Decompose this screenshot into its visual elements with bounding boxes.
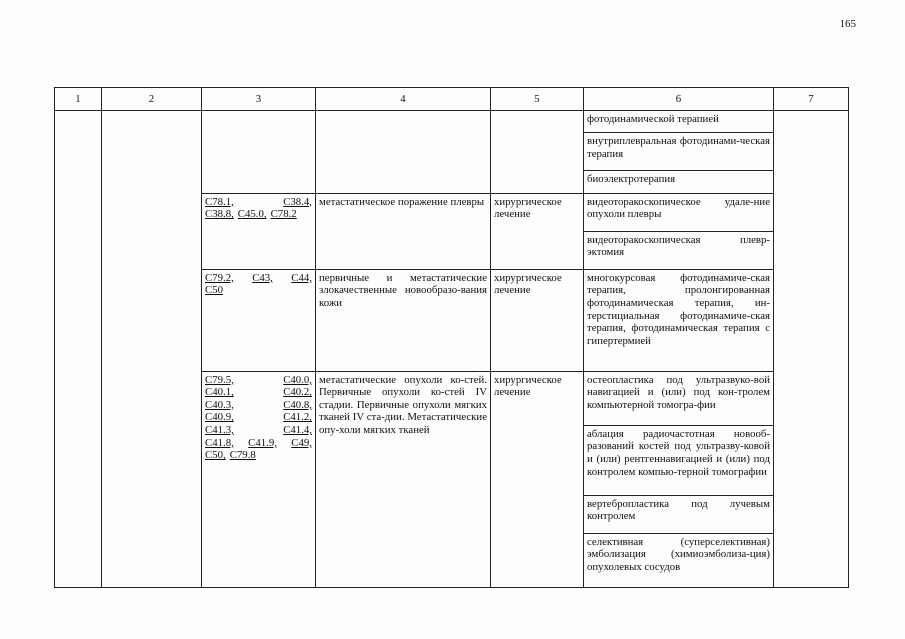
- codes-line: [205, 424, 312, 437]
- icd-code: С44,: [291, 271, 312, 284]
- codes-line: [205, 272, 312, 285]
- codes-line: [205, 386, 312, 399]
- icd-code: С38.8,: [205, 208, 234, 221]
- method-cell: видеоторакоскопическая плевр-эктомия: [584, 231, 774, 269]
- icd-code: С41.2,: [283, 411, 312, 424]
- codes-cell: [202, 111, 316, 194]
- icd-code: С50,: [205, 449, 226, 462]
- condition-cell: [316, 111, 491, 194]
- codes-cell: [202, 193, 316, 269]
- column-header: 3: [202, 88, 316, 111]
- codes-cell: [202, 371, 316, 587]
- treatment-cell: [491, 111, 584, 194]
- column-header: 7: [774, 88, 849, 111]
- column-header: 4: [316, 88, 491, 111]
- icd-code: С43,: [252, 271, 273, 284]
- condition-cell: метастатические опухоли ко-стей. Первичные опухоли ко-стей IV стадии. Первичные опухоли мягких тканей IV ста-дии. Метастатические опу-холи мягких тканей: [316, 371, 491, 587]
- icd-code: С40.3,: [205, 398, 234, 411]
- codes-line: [205, 437, 312, 450]
- icd-code: С41.4,: [283, 424, 312, 437]
- icd-code: С79.2,: [205, 271, 234, 284]
- codes-line: [205, 399, 312, 412]
- icd-code: С40.0,: [283, 373, 312, 386]
- method-cell: биоэлектротерапия: [584, 171, 774, 193]
- icd-code: С79.5,: [205, 373, 234, 386]
- method-cell: вертебропластика под лучевым контролем: [584, 495, 774, 533]
- column-header: 1: [55, 88, 102, 111]
- icd-code: С40.1,: [205, 386, 234, 399]
- page-number: 165: [839, 18, 856, 30]
- codes-cell: [202, 269, 316, 371]
- condition-cell: первичные и метастатические злокачественные новообразо-вания кожи: [316, 269, 491, 371]
- method-cell: фотодинамической терапией: [584, 111, 774, 133]
- treatment-cell: хирургическое лечение: [491, 371, 584, 587]
- column-number-row: [55, 88, 849, 111]
- codes-line: [205, 411, 312, 424]
- method-cell: остеопластика под ультразвуко-вой навигацией и (или) под кон-тролем компьютерной томогра-фии: [584, 371, 774, 425]
- icd-code: С40.8,: [283, 398, 312, 411]
- icd-code: С45.0,: [237, 208, 267, 221]
- codes-line: [205, 284, 312, 297]
- method-cell: многокурсовая фотодинамиче-ская терапия, пролонгированная фотодинамическая терапия, ин-терстициальная фотодинамиче-ская терапия, фотодинамическая терапия с гипертермией: [584, 269, 774, 371]
- table-row: [55, 111, 849, 133]
- codes-line: [205, 374, 312, 387]
- column-header: 5: [491, 88, 584, 111]
- icd-code: С38.4,: [283, 195, 312, 208]
- method-cell: селективная (суперселективная) эмболизация (химиоэмболиза-ция) опухолевых сосудов: [584, 533, 774, 587]
- treatment-cell: хирургическое лечение: [491, 193, 584, 269]
- icd-code: С41.8,: [205, 436, 234, 449]
- column-header: 6: [584, 88, 774, 111]
- method-cell: аблация радиочастотная новооб-разований костей под ультразву-ковой и (или) рентгеннавигацией и (или) под контролем компью-терной томографии: [584, 425, 774, 495]
- icd-code: С40.9,: [205, 411, 234, 424]
- method-cell: внутриплевральная фотодинами-ческая терапия: [584, 133, 774, 171]
- treatment-cell: хирургическое лечение: [491, 269, 584, 371]
- icd-code: С41.3,: [205, 424, 234, 437]
- column-header: 2: [102, 88, 202, 111]
- method-cell: видеоторакоскопическое удале-ние опухоли плевры: [584, 193, 774, 231]
- icd-code: С40.2,: [283, 386, 312, 399]
- condition-cell: метастатическое поражение плевры: [316, 193, 491, 269]
- icd-code: С50: [205, 284, 223, 297]
- icd-code: С79.8: [229, 449, 256, 462]
- codes-line: [205, 449, 312, 462]
- codes-line: [205, 208, 312, 221]
- icd-code: С49,: [291, 436, 312, 449]
- icd-code: С41.9,: [248, 436, 277, 449]
- col7-cell: [774, 111, 849, 588]
- codes-line: [205, 196, 312, 209]
- col2-cell: [102, 111, 202, 588]
- icd-code: С78.1,: [205, 195, 234, 208]
- medical-procedures-table: [54, 87, 849, 588]
- col1-cell: [55, 111, 102, 588]
- icd-code: С78.2: [270, 208, 297, 221]
